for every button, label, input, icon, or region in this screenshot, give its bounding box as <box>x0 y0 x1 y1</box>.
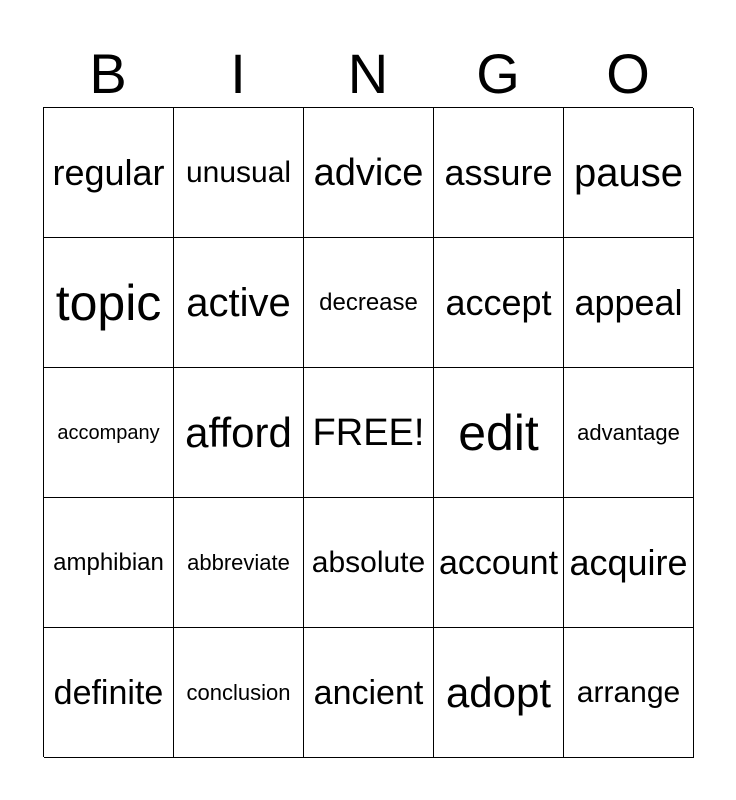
header-letter-b: B <box>89 42 127 105</box>
bingo-cell[interactable]: account <box>434 498 564 628</box>
bingo-cell[interactable]: appeal <box>564 238 694 368</box>
bingo-cell[interactable]: active <box>174 238 304 368</box>
bingo-board <box>43 107 693 757</box>
header-letter-n: N <box>347 42 389 105</box>
header-letter-o: O <box>606 42 650 105</box>
bingo-cell[interactable]: ancient <box>304 628 434 758</box>
bingo-cell[interactable]: conclusion <box>174 628 304 758</box>
bingo-cell[interactable]: unusual <box>174 108 304 238</box>
bingo-cell[interactable]: accompany <box>44 368 174 498</box>
bingo-cell[interactable]: absolute <box>304 498 434 628</box>
header-letter-g: G <box>476 42 520 105</box>
bingo-cell[interactable]: topic <box>44 238 174 368</box>
bingo-cell[interactable]: advice <box>304 108 434 238</box>
free-space[interactable]: FREE! <box>304 368 434 498</box>
bingo-cell[interactable]: abbreviate <box>174 498 304 628</box>
bingo-cell[interactable]: acquire <box>564 498 694 628</box>
bingo-header <box>43 44 693 104</box>
header-letter-i: I <box>230 42 246 105</box>
bingo-cell[interactable]: definite <box>44 628 174 758</box>
bingo-cell[interactable]: afford <box>174 368 304 498</box>
bingo-cell[interactable]: advantage <box>564 368 694 498</box>
bingo-cell[interactable]: adopt <box>434 628 564 758</box>
bingo-cell[interactable]: arrange <box>564 628 694 758</box>
bingo-cell[interactable]: decrease <box>304 238 434 368</box>
bingo-cell[interactable]: amphibian <box>44 498 174 628</box>
bingo-cell[interactable]: regular <box>44 108 174 238</box>
bingo-cell[interactable]: assure <box>434 108 564 238</box>
bingo-cell[interactable]: accept <box>434 238 564 368</box>
bingo-cell[interactable]: edit <box>434 368 564 498</box>
bingo-cell[interactable]: pause <box>564 108 694 238</box>
